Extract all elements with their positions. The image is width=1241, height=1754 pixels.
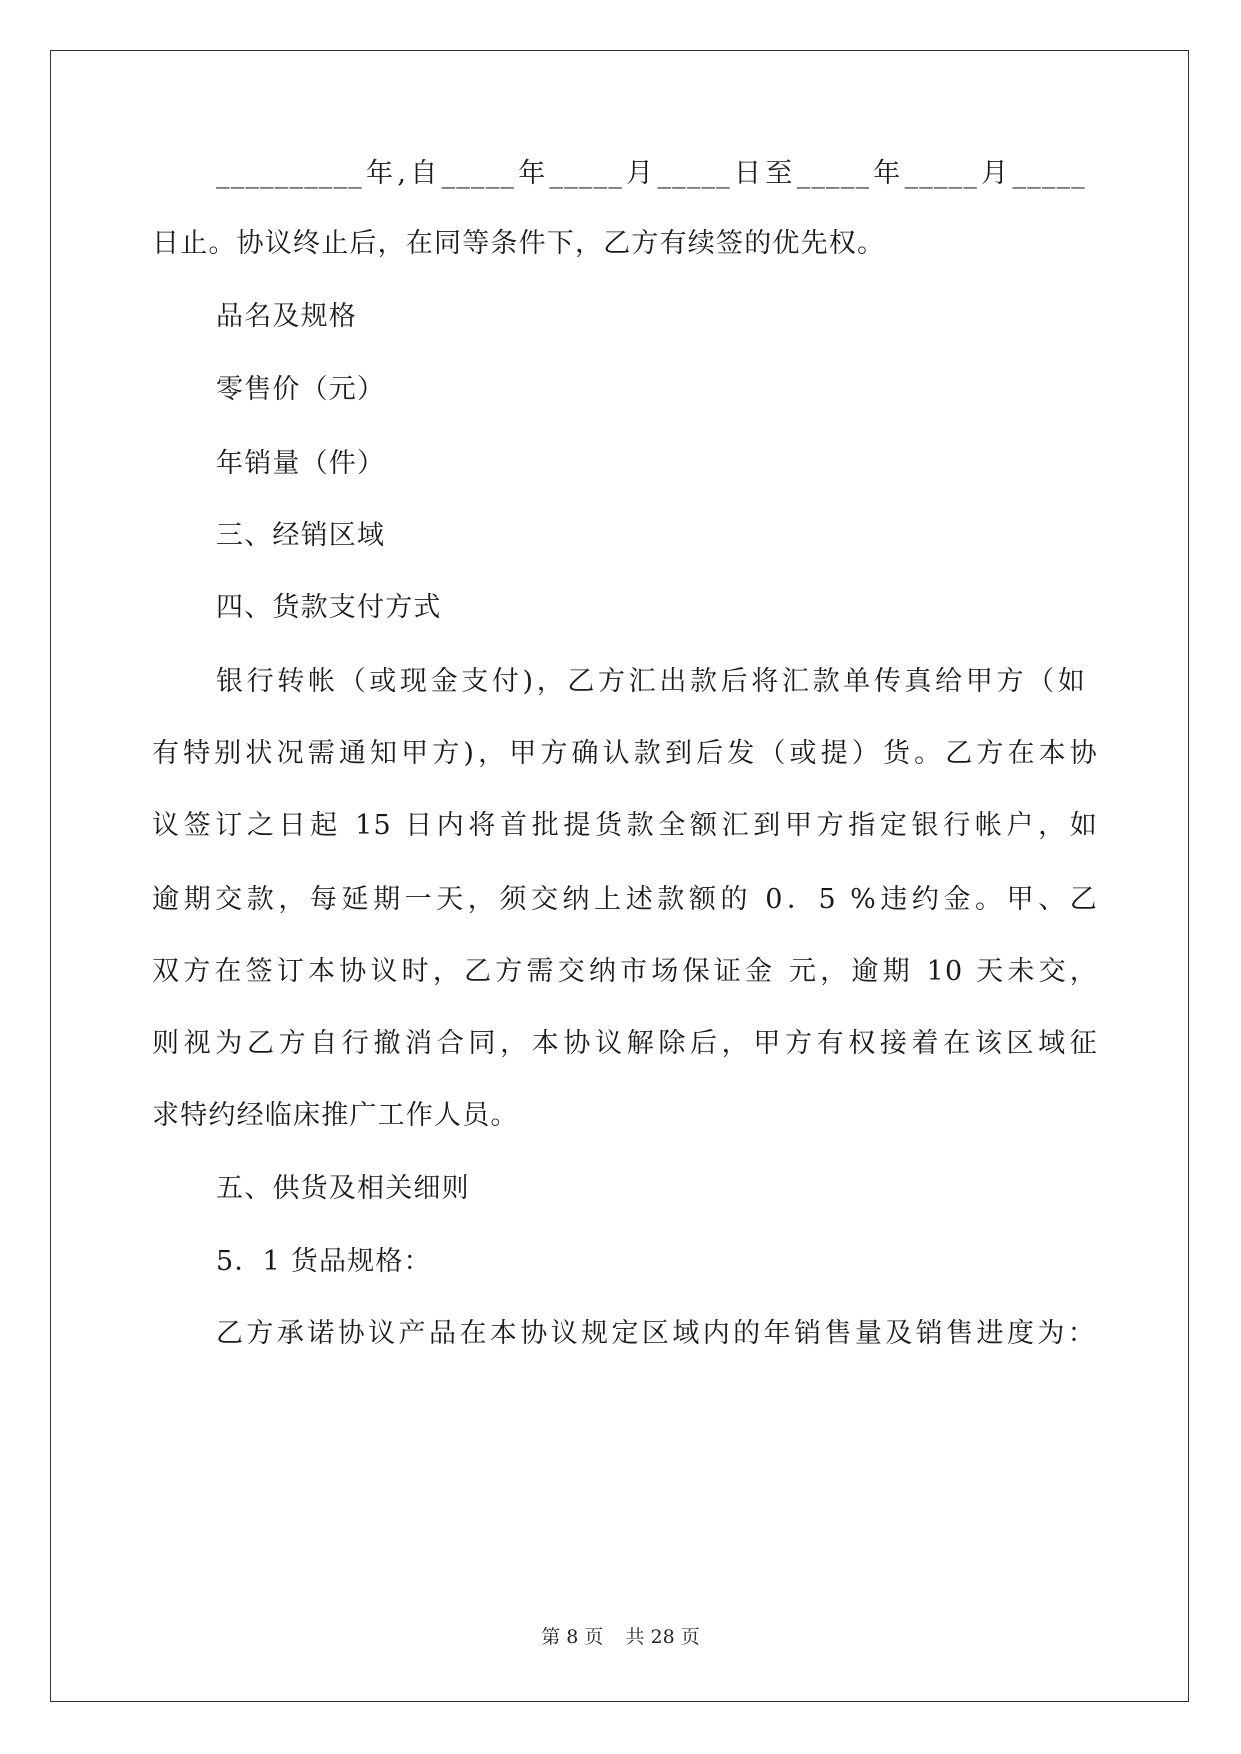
retail-price-label: 零售价（元） (216, 374, 386, 405)
payment-paragraph-line-2: 有特别状况需通知甲方)，甲方确认款到后发（或提）货。乙方在本协 (152, 738, 1098, 769)
term-period-line: __________年,自_____年_____月_____日至_____年_____月_____ (216, 158, 1086, 189)
payment-paragraph-line-7: 求特约经临床推广工作人员。 (152, 1100, 519, 1131)
payment-paragraph-line-1: 银行转帐（或现金支付)，乙方汇出款后将汇款单传真给甲方（如 (216, 666, 1086, 697)
payment-paragraph-line-5: 双方在签订本协议时，乙方需交纳市场保证金 元，逾期 10 天未交， (152, 956, 1098, 987)
payment-paragraph-line-4: 逾期交款，每延期一天，须交纳上述款额的 0．5 %违约金。甲、乙 (152, 884, 1098, 915)
section-heading-5: 五、供货及相关细则 (216, 1173, 470, 1204)
term-end-line: 日止。协议终止后，在同等条件下，乙方有续签的优先权。 (152, 228, 886, 259)
product-spec-label: 品名及规格 (216, 301, 357, 332)
subsection-5-1: 5．1 货品规格： (216, 1246, 432, 1277)
section-heading-4: 四、货款支付方式 (216, 592, 442, 623)
section-heading-3: 三、经销区域 (216, 520, 386, 551)
annual-sales-label: 年销量（件） (216, 448, 386, 479)
payment-paragraph-line-6: 则视为乙方自行撤消合同，本协议解除后，甲方有权接着在该区域征 (152, 1028, 1098, 1059)
sales-commitment-line: 乙方承诺协议产品在本协议规定区域内的年销售量及销售进度为： (216, 1318, 1096, 1349)
page-number: 第 8 页 (541, 1626, 604, 1648)
page-footer (0, 1622, 1241, 1649)
page-total: 共 28 页 (625, 1626, 700, 1648)
payment-paragraph-line-3: 议签订之日起 15 日内将首批提货款全额汇到甲方指定银行帐户，如 (152, 810, 1098, 841)
